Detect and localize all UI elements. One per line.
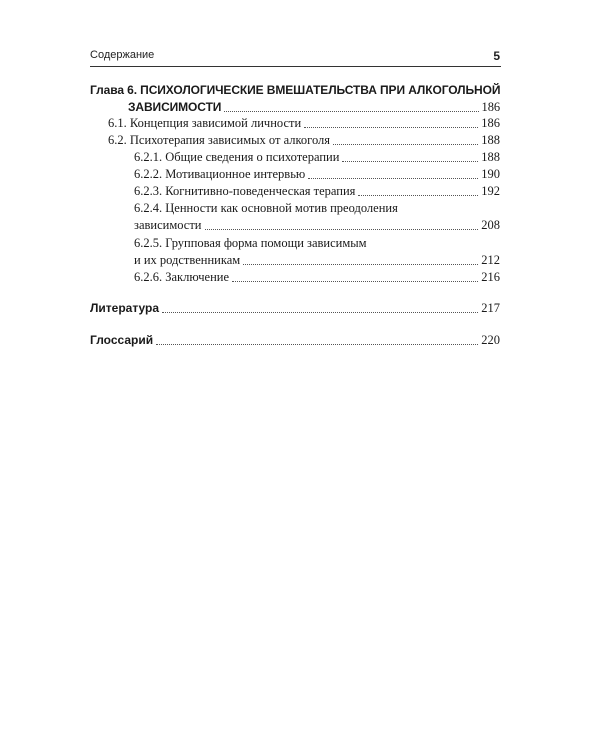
- toc-entry-6-2-3: 6.2.3. Когнитивно-поведенческая терапия 192: [134, 184, 500, 198]
- toc-entry-6-2-5-line2: и их родственникам 212: [134, 253, 500, 267]
- chapter-6-page: 186: [481, 100, 500, 114]
- leader-dots: [156, 332, 478, 345]
- toc-entry-6-1: 6.1. Концепция зависимой личности 186: [108, 116, 500, 130]
- toc-entry-6-2-2: 6.2.2. Мотивационное интервью 190: [134, 167, 500, 181]
- toc-entry-6-2-5-line1: 6.2.5. Групповая форма помощи зависимым: [134, 236, 367, 250]
- running-head-page-number: 5: [493, 49, 500, 63]
- leader-dots: [333, 132, 478, 145]
- leader-dots: [304, 115, 478, 128]
- leader-dots: [232, 269, 478, 282]
- toc-entry-6-2: 6.2. Психотерапия зависимых от алкоголя 188: [108, 133, 500, 147]
- toc-entry-6-2-4-line2: зависимости 208: [134, 218, 500, 232]
- leader-dots: [162, 300, 478, 313]
- leader-dots: [342, 149, 478, 162]
- toc-entry-6-2-6: 6.2.6. Заключение 216: [134, 270, 500, 284]
- chapter-6-title-line1: Глава 6. ПСИХОЛОГИЧЕСКИЕ ВМЕШАТЕЛЬСТВА ПРИ АЛКОГОЛЬНОЙ: [90, 83, 501, 97]
- header-rule: [90, 66, 501, 67]
- leader-dots: [358, 183, 478, 196]
- toc-entry-glossary: Глоссарий 220: [90, 333, 500, 347]
- toc-entry-6-2-4-line1: 6.2.4. Ценности как основной мотив преодоления: [134, 201, 398, 215]
- leader-dots: [224, 99, 478, 112]
- leader-dots: [205, 217, 479, 230]
- toc-entry-6-2-1: 6.2.1. Общие сведения о психотерапии 188: [134, 150, 500, 164]
- toc-entry-literature: Литература 217: [90, 301, 500, 315]
- leader-dots: [243, 252, 478, 265]
- leader-dots: [308, 166, 478, 179]
- chapter-6-title-line2: ЗАВИСИМОСТИ 186: [128, 100, 500, 114]
- running-head-title: Содержание: [90, 49, 155, 61]
